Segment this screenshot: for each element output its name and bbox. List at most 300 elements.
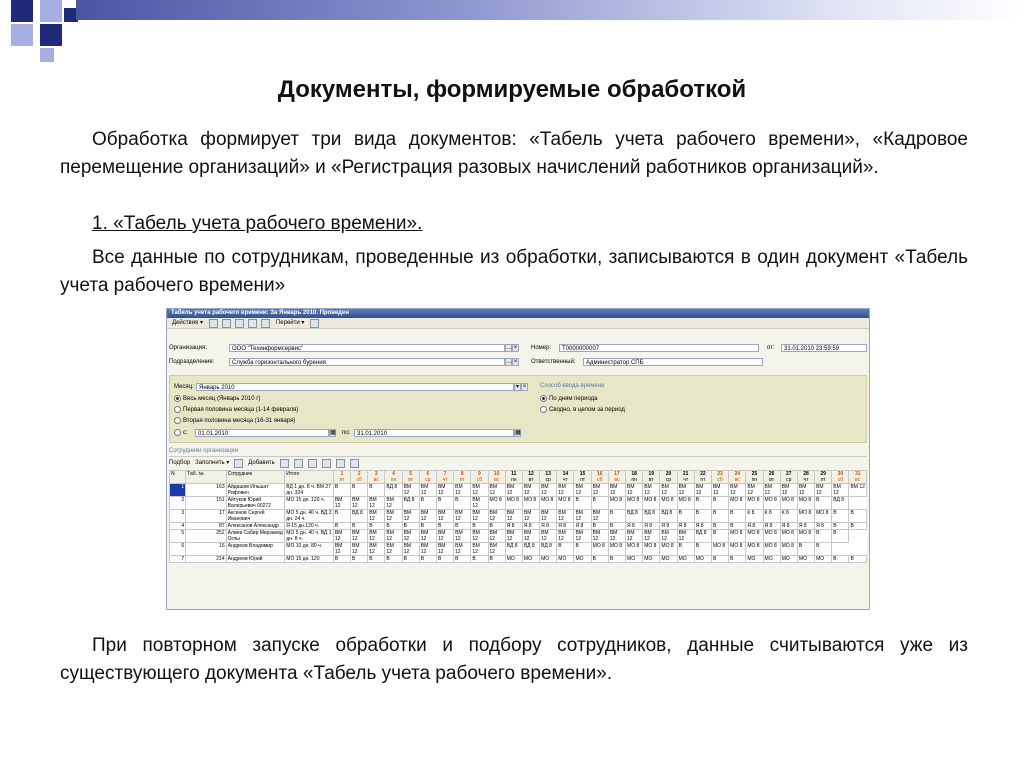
day-cell[interactable]: МО 8 xyxy=(626,543,643,556)
day-cell[interactable]: ВМ 12 xyxy=(574,510,591,523)
day-cell[interactable]: В xyxy=(419,497,436,510)
row-number-cell[interactable]: 5 xyxy=(170,530,186,543)
header-day[interactable] xyxy=(505,471,522,484)
day-cell[interactable]: В xyxy=(608,556,625,563)
day-cell[interactable]: МО 8 xyxy=(780,497,797,510)
tab-number-cell[interactable]: 163 xyxy=(186,484,226,497)
header-day[interactable] xyxy=(694,471,711,484)
day-cell[interactable]: МО xyxy=(677,556,694,563)
day-cell[interactable]: ВМ 12 xyxy=(385,510,402,523)
day-cell[interactable]: В xyxy=(729,523,746,530)
day-cell[interactable]: МО 8 xyxy=(729,530,746,543)
date-input[interactable]: 31.01.2010 23:59:59 xyxy=(781,344,867,352)
header-day[interactable] xyxy=(626,471,643,484)
tab-number-cell[interactable]: 214 xyxy=(186,556,226,563)
day-cell[interactable]: ВМ 12 xyxy=(643,484,660,497)
day-cell[interactable]: К 8 xyxy=(746,510,763,523)
day-cell[interactable]: ВМ 12 xyxy=(351,543,368,556)
day-cell[interactable]: МО 8 xyxy=(763,497,780,510)
day-cell[interactable]: ВМ 12 xyxy=(436,543,453,556)
day-cell[interactable]: ВМ 12 xyxy=(849,484,867,497)
header-day[interactable] xyxy=(832,471,849,484)
day-cell[interactable]: В xyxy=(488,523,505,530)
radio-full-icon[interactable] xyxy=(174,395,181,402)
day-cell[interactable]: В xyxy=(385,556,402,563)
day-cell[interactable]: МО 8 xyxy=(763,543,780,556)
header-day[interactable] xyxy=(419,471,436,484)
table-row[interactable] xyxy=(170,543,867,556)
day-cell[interactable]: ВМ 12 xyxy=(471,543,488,556)
day-cell[interactable]: МО 8 xyxy=(797,530,814,543)
dept-select-button[interactable]: … xyxy=(506,358,512,365)
row-number-cell[interactable]: 6 xyxy=(170,543,186,556)
day-cell[interactable]: В xyxy=(815,530,832,543)
radio-first-row[interactable] xyxy=(174,405,298,414)
day-cell[interactable]: ВД 8 xyxy=(694,530,711,543)
day-cell[interactable]: Я 8 xyxy=(660,523,677,530)
day-cell[interactable]: В xyxy=(333,484,350,497)
day-cell[interactable]: ВД 8 xyxy=(832,497,849,510)
day-cell[interactable]: В xyxy=(454,523,471,530)
day-cell[interactable]: В xyxy=(832,523,849,530)
table-row[interactable] xyxy=(170,497,867,510)
day-cell[interactable]: ВМ 12 xyxy=(626,530,643,543)
day-cell[interactable]: ВМ 12 xyxy=(402,484,419,497)
tab-number-cell[interactable]: 17 xyxy=(186,510,226,523)
date-to-input[interactable]: 31.01.2010 xyxy=(354,429,514,437)
day-cell[interactable]: В xyxy=(694,497,711,510)
day-cell[interactable]: В xyxy=(591,523,608,530)
delete-row-icon[interactable] xyxy=(294,459,303,468)
header-day[interactable] xyxy=(746,471,763,484)
day-cell[interactable]: ВМ 12 xyxy=(454,510,471,523)
day-cell[interactable]: ВМ 12 xyxy=(711,484,728,497)
day-cell[interactable]: Я 8 xyxy=(626,523,643,530)
employee-cell[interactable]: Айдашев Ильшат Рифович xyxy=(226,484,285,497)
day-cell[interactable]: МО 8 xyxy=(608,497,625,510)
day-cell[interactable]: В xyxy=(591,497,608,510)
header-total[interactable]: Итого xyxy=(285,471,334,484)
day-cell[interactable]: ВД 8 xyxy=(505,543,522,556)
day-cell[interactable]: В xyxy=(454,497,471,510)
day-cell[interactable]: МО xyxy=(746,556,763,563)
total-cell[interactable]: МО 15 дн. 120 ч. xyxy=(285,497,334,510)
resp-input[interactable]: Администратор СПБ xyxy=(583,358,763,366)
total-cell[interactable]: МО 10 дн. 80 ч. xyxy=(285,543,334,556)
day-cell[interactable]: ВМ 12 xyxy=(660,484,677,497)
help-icon[interactable] xyxy=(310,319,319,328)
day-cell[interactable]: МО 8 xyxy=(608,543,625,556)
day-cell[interactable]: В xyxy=(677,510,694,523)
date-from-input[interactable]: 01.01.2010 xyxy=(195,429,329,437)
day-cell[interactable]: Я 8 xyxy=(540,523,557,530)
select-button[interactable]: Подбор xyxy=(169,460,191,466)
header-n[interactable]: N xyxy=(170,471,186,484)
day-cell[interactable]: МО 8 xyxy=(505,497,522,510)
day-cell[interactable]: ВМ 12 xyxy=(419,530,436,543)
day-cell[interactable]: ВМ 12 xyxy=(591,510,608,523)
day-cell[interactable]: В xyxy=(419,523,436,530)
day-cell[interactable]: МО 8 xyxy=(626,497,643,510)
day-cell[interactable]: МО 8 xyxy=(557,497,574,510)
table-row[interactable] xyxy=(170,510,867,523)
day-cell[interactable]: В xyxy=(608,510,625,523)
day-cell[interactable]: МО xyxy=(763,556,780,563)
day-cell[interactable]: В xyxy=(385,523,402,530)
tab-number-cell[interactable]: 151 xyxy=(186,497,226,510)
day-cell[interactable]: В xyxy=(436,497,453,510)
row-number-cell[interactable]: 3 xyxy=(170,510,186,523)
day-cell[interactable]: ВМ 12 xyxy=(557,484,574,497)
header-day[interactable] xyxy=(574,471,591,484)
day-cell[interactable]: ВМ 12 xyxy=(471,530,488,543)
day-cell[interactable]: ВМ 12 xyxy=(385,543,402,556)
day-cell[interactable]: ВМ 12 xyxy=(385,497,402,510)
day-cell[interactable]: В xyxy=(711,530,728,543)
day-cell[interactable]: МО xyxy=(780,556,797,563)
day-cell[interactable]: В xyxy=(574,497,591,510)
day-cell[interactable]: В xyxy=(677,543,694,556)
day-cell[interactable]: ВМ 12 xyxy=(574,484,591,497)
sort-desc-icon[interactable] xyxy=(350,459,359,468)
org-clear-button[interactable]: × xyxy=(513,344,518,351)
header-day[interactable] xyxy=(608,471,625,484)
day-cell[interactable]: ВМ 12 xyxy=(540,510,557,523)
day-cell[interactable]: МО 8 xyxy=(729,543,746,556)
edit-icon[interactable] xyxy=(280,459,289,468)
day-cell[interactable]: В xyxy=(574,543,591,556)
day-cell[interactable]: МО 8 xyxy=(643,543,660,556)
day-cell[interactable]: В xyxy=(711,510,728,523)
day-cell[interactable]: ВМ 12 xyxy=(436,530,453,543)
day-cell[interactable]: В xyxy=(351,523,368,530)
day-cell[interactable]: В xyxy=(351,556,368,563)
day-cell[interactable]: ВМ 12 xyxy=(780,484,797,497)
day-cell[interactable]: В xyxy=(608,523,625,530)
month-dropdown-button[interactable]: ▾ xyxy=(515,383,519,390)
day-cell[interactable]: МО xyxy=(505,556,522,563)
radio-second-icon[interactable] xyxy=(174,417,181,424)
method-days-row[interactable] xyxy=(540,394,598,403)
day-cell[interactable]: К 8 xyxy=(780,510,797,523)
day-cell[interactable]: ВМ 12 xyxy=(540,530,557,543)
day-cell[interactable]: В xyxy=(797,543,814,556)
header-day[interactable] xyxy=(660,471,677,484)
row-number-cell[interactable]: 7 xyxy=(170,556,186,563)
day-cell[interactable]: МО 8 xyxy=(797,497,814,510)
day-cell[interactable]: МО 8 xyxy=(677,497,694,510)
header-day[interactable] xyxy=(643,471,660,484)
day-cell[interactable]: ВД 8 xyxy=(643,510,660,523)
header-day[interactable] xyxy=(540,471,557,484)
day-cell[interactable]: ВМ 12 xyxy=(454,530,471,543)
new-icon[interactable] xyxy=(209,319,218,328)
day-cell[interactable]: МО 8 xyxy=(746,497,763,510)
total-cell[interactable]: Я 15 дн.120 ч. xyxy=(285,523,334,530)
day-cell[interactable]: ВМ 12 xyxy=(677,484,694,497)
goto-menu[interactable]: Перейти ▾ xyxy=(275,320,305,326)
day-cell[interactable]: В xyxy=(368,523,385,530)
day-cell[interactable]: ВМ 12 xyxy=(488,510,505,523)
day-cell[interactable]: МО xyxy=(557,556,574,563)
employee-cell[interactable]: Андреев Владимир xyxy=(226,543,285,556)
day-cell[interactable]: В xyxy=(729,510,746,523)
day-cell[interactable]: ВМ 12 xyxy=(471,484,488,497)
day-cell[interactable]: ВМ 12 xyxy=(402,510,419,523)
header-day[interactable] xyxy=(780,471,797,484)
day-cell[interactable]: МО xyxy=(540,556,557,563)
day-cell[interactable]: ВМ 12 xyxy=(488,484,505,497)
dept-clear-button[interactable]: × xyxy=(513,358,518,365)
day-cell[interactable]: ВМ 12 xyxy=(436,510,453,523)
day-cell[interactable]: ВМ 12 xyxy=(419,484,436,497)
day-cell[interactable]: ВМ 12 xyxy=(626,484,643,497)
day-cell[interactable]: ВМ 12 xyxy=(505,510,522,523)
day-cell[interactable]: Я 8 xyxy=(815,523,832,530)
day-cell[interactable]: В xyxy=(694,510,711,523)
day-cell[interactable]: В xyxy=(471,523,488,530)
day-cell[interactable]: МО 8 xyxy=(746,543,763,556)
day-cell[interactable]: Я 8 xyxy=(574,523,591,530)
day-cell[interactable]: ВМ 12 xyxy=(333,543,350,556)
day-cell[interactable]: МО 8 xyxy=(711,543,728,556)
day-cell[interactable]: В xyxy=(832,556,849,563)
header-tab[interactable]: Таб. № xyxy=(186,471,226,484)
day-cell[interactable]: МО 8 xyxy=(540,497,557,510)
day-cell[interactable]: МО 8 xyxy=(522,497,539,510)
day-cell[interactable]: В xyxy=(849,523,867,530)
day-cell[interactable]: Я 8 xyxy=(797,523,814,530)
day-cell[interactable]: ВМ 12 xyxy=(797,484,814,497)
header-day[interactable] xyxy=(711,471,728,484)
employee-cell[interactable]: Аксенов Сергей Иванович xyxy=(226,510,285,523)
day-cell[interactable]: В xyxy=(333,523,350,530)
day-cell[interactable]: ВМ 12 xyxy=(368,530,385,543)
day-cell[interactable]: МО xyxy=(660,556,677,563)
table-row[interactable] xyxy=(170,530,867,543)
row-number-cell[interactable]: 4 xyxy=(170,523,186,530)
table-row[interactable] xyxy=(170,484,867,497)
employee-cell[interactable]: Айтуков Юрий Валерьевич 00272 xyxy=(226,497,285,510)
day-cell[interactable]: Я 8 xyxy=(505,523,522,530)
refresh-icon[interactable] xyxy=(248,319,257,328)
header-day[interactable] xyxy=(522,471,539,484)
day-cell[interactable]: В xyxy=(419,556,436,563)
month-input[interactable]: Январь 2010 xyxy=(196,383,514,391)
header-day[interactable] xyxy=(454,471,471,484)
day-cell[interactable]: ВМ 12 xyxy=(608,530,625,543)
day-cell[interactable]: В xyxy=(711,523,728,530)
day-cell[interactable]: ВМ 12 xyxy=(557,530,574,543)
day-cell[interactable]: МО 8 xyxy=(729,497,746,510)
date-from-picker[interactable]: ▦ xyxy=(330,429,336,436)
day-cell[interactable]: В xyxy=(694,543,711,556)
day-cell[interactable]: МО 8 xyxy=(797,510,814,523)
day-cell[interactable]: Я 8 xyxy=(677,523,694,530)
day-cell[interactable]: ВД 8 xyxy=(385,484,402,497)
header-day[interactable] xyxy=(849,471,867,484)
day-cell[interactable]: В xyxy=(333,510,350,523)
date-to-picker[interactable]: ▦ xyxy=(515,429,521,436)
header-day[interactable] xyxy=(763,471,780,484)
day-cell[interactable]: ВД 8 xyxy=(522,543,539,556)
day-cell[interactable]: В xyxy=(368,556,385,563)
day-cell[interactable]: В xyxy=(591,556,608,563)
day-cell[interactable]: В xyxy=(351,484,368,497)
day-cell[interactable]: ВМ 12 xyxy=(385,530,402,543)
day-cell[interactable]: ВМ 12 xyxy=(505,484,522,497)
day-cell[interactable]: Я 8 xyxy=(780,523,797,530)
day-cell[interactable]: Я 8 xyxy=(557,523,574,530)
org-input[interactable]: ООО "Техинформсервис" xyxy=(229,344,505,352)
employee-cell[interactable]: Алиев Сабир Мирзаевд Оглы xyxy=(227,530,283,542)
header-day[interactable] xyxy=(797,471,814,484)
day-cell[interactable]: В xyxy=(815,543,832,556)
day-cell[interactable]: МО 8 xyxy=(660,497,677,510)
day-cell[interactable]: ВМ 12 xyxy=(522,530,539,543)
day-cell[interactable]: МО 8 xyxy=(591,543,608,556)
day-cell[interactable]: МО 8 xyxy=(746,530,763,543)
day-cell[interactable]: В xyxy=(454,556,471,563)
header-day[interactable] xyxy=(557,471,574,484)
number-input[interactable]: Т0000000007 xyxy=(559,344,759,352)
method-days-icon[interactable] xyxy=(540,395,547,402)
day-cell[interactable]: МО xyxy=(643,556,660,563)
sort-asc-icon[interactable] xyxy=(336,459,345,468)
day-cell[interactable]: ВМ 12 xyxy=(557,510,574,523)
day-cell[interactable]: ВМ 12 xyxy=(694,484,711,497)
day-cell[interactable]: ВМ 12 xyxy=(419,543,436,556)
radio-custom-icon[interactable] xyxy=(174,429,181,436)
day-cell[interactable]: В xyxy=(729,556,746,563)
row-number-cell[interactable]: 2 xyxy=(170,497,186,510)
move-down-icon[interactable] xyxy=(322,459,331,468)
day-cell[interactable]: ВМ 12 xyxy=(402,530,419,543)
day-cell[interactable]: ВМ 12 xyxy=(333,530,350,543)
total-cell[interactable]: МО 15 дн. 120 xyxy=(285,556,334,563)
day-cell[interactable]: МО 8 xyxy=(780,530,797,543)
day-cell[interactable]: МО 8 xyxy=(660,543,677,556)
day-cell[interactable]: Я 8 xyxy=(763,523,780,530)
day-cell[interactable]: ВМ 12 xyxy=(522,510,539,523)
day-cell[interactable]: Я 8 xyxy=(694,523,711,530)
day-cell[interactable]: ВМ 12 xyxy=(419,510,436,523)
header-day[interactable] xyxy=(368,471,385,484)
day-cell[interactable]: МО xyxy=(797,556,814,563)
header-day[interactable] xyxy=(815,471,832,484)
dept-input[interactable]: Служба горизонтального бурения xyxy=(229,358,505,366)
day-cell[interactable]: ВМ 12 xyxy=(608,484,625,497)
day-cell[interactable]: ВМ 12 xyxy=(677,530,694,543)
day-cell[interactable]: ВМ 12 xyxy=(505,530,522,543)
day-cell[interactable]: МО xyxy=(626,556,643,563)
day-cell[interactable]: В xyxy=(471,556,488,563)
radio-second-row[interactable] xyxy=(174,416,295,425)
day-cell[interactable]: ВМ 12 xyxy=(471,510,488,523)
day-cell[interactable]: МО 8 xyxy=(763,530,780,543)
day-cell[interactable]: ВД 8 xyxy=(402,497,419,510)
method-summary-row[interactable] xyxy=(540,405,625,414)
day-cell[interactable]: ВМ 12 xyxy=(746,484,763,497)
day-cell[interactable]: ВМ 12 xyxy=(333,497,350,510)
day-cell[interactable]: МО 8 xyxy=(488,497,505,510)
day-cell[interactable]: К 8 xyxy=(763,510,780,523)
day-cell[interactable]: ВМ 12 xyxy=(368,543,385,556)
day-cell[interactable]: ВМ 12 xyxy=(522,484,539,497)
total-cell[interactable]: ВД 1 дн. 8 ч. ВМ 27 дн. 324 xyxy=(285,484,334,497)
day-cell[interactable]: Я 8 xyxy=(746,523,763,530)
day-cell[interactable]: ВМ 12 xyxy=(488,530,505,543)
header-day[interactable] xyxy=(677,471,694,484)
day-cell[interactable]: ВМ 12 xyxy=(471,497,488,510)
day-cell[interactable]: МО 8 xyxy=(780,543,797,556)
day-cell[interactable]: ВМ 12 xyxy=(763,484,780,497)
day-cell[interactable]: В xyxy=(436,556,453,563)
day-cell[interactable]: В xyxy=(402,523,419,530)
day-cell[interactable]: Я 8 xyxy=(522,523,539,530)
actions-menu[interactable]: Действия ▾ xyxy=(172,320,203,326)
total-cell[interactable]: МО 5 дн. 40 ч. ВД 1 дн. 8 ч. xyxy=(286,530,332,542)
day-cell[interactable]: В xyxy=(402,556,419,563)
day-cell[interactable]: ВМ 12 xyxy=(643,530,660,543)
day-cell[interactable]: В xyxy=(849,510,867,523)
header-employee[interactable]: Сотрудник xyxy=(226,471,285,484)
tab-number-cell[interactable]: 87 xyxy=(186,523,226,530)
employee-cell[interactable]: Андреев Юрий xyxy=(226,556,285,563)
day-cell[interactable]: В xyxy=(436,523,453,530)
day-cell[interactable]: В xyxy=(557,543,574,556)
day-cell[interactable]: ВМ 12 xyxy=(488,543,505,556)
month-clear-button[interactable]: × xyxy=(522,383,527,390)
day-cell[interactable]: МО 8 xyxy=(815,510,832,523)
org-select-button[interactable]: … xyxy=(506,344,512,351)
day-cell[interactable]: ВМ 12 xyxy=(454,543,471,556)
day-cell[interactable]: ВД 8 xyxy=(626,510,643,523)
row-number-cell[interactable]: 1 xyxy=(170,484,186,497)
day-cell[interactable]: ВМ 12 xyxy=(660,530,677,543)
day-cell[interactable]: В xyxy=(711,497,728,510)
table-row[interactable] xyxy=(170,556,867,563)
day-cell[interactable]: ВМ 12 xyxy=(729,484,746,497)
day-cell[interactable]: В xyxy=(832,530,849,543)
table-row[interactable] xyxy=(170,523,867,530)
delete-icon[interactable] xyxy=(235,319,244,328)
day-cell[interactable]: В xyxy=(333,556,350,563)
day-cell[interactable]: ВМ 12 xyxy=(351,530,368,543)
day-cell[interactable]: ВМ 12 xyxy=(540,484,557,497)
fill-button[interactable]: Заполнить ▾ xyxy=(195,460,230,466)
radio-full-row[interactable] xyxy=(174,394,260,403)
add-icon[interactable] xyxy=(234,459,243,468)
day-cell[interactable]: Я 8 xyxy=(643,523,660,530)
day-cell[interactable]: ВМ 12 xyxy=(436,484,453,497)
day-cell[interactable]: В xyxy=(815,497,832,510)
structure-icon[interactable] xyxy=(261,319,270,328)
header-day[interactable] xyxy=(402,471,419,484)
day-cell[interactable]: ВМ 12 xyxy=(368,510,385,523)
tab-number-cell[interactable]: 16 xyxy=(186,543,226,556)
day-cell[interactable]: ВМ 12 xyxy=(368,497,385,510)
header-day[interactable] xyxy=(436,471,453,484)
header-day[interactable] xyxy=(333,471,350,484)
header-day[interactable] xyxy=(351,471,368,484)
day-cell[interactable]: МО xyxy=(574,556,591,563)
total-cell[interactable]: МО 5 дн. 40 ч. ВД 3 дн. 24 ч. xyxy=(286,510,332,522)
day-cell[interactable]: МО xyxy=(694,556,711,563)
header-day[interactable] xyxy=(729,471,746,484)
day-cell[interactable]: ВМ 12 xyxy=(591,530,608,543)
header-day[interactable] xyxy=(591,471,608,484)
